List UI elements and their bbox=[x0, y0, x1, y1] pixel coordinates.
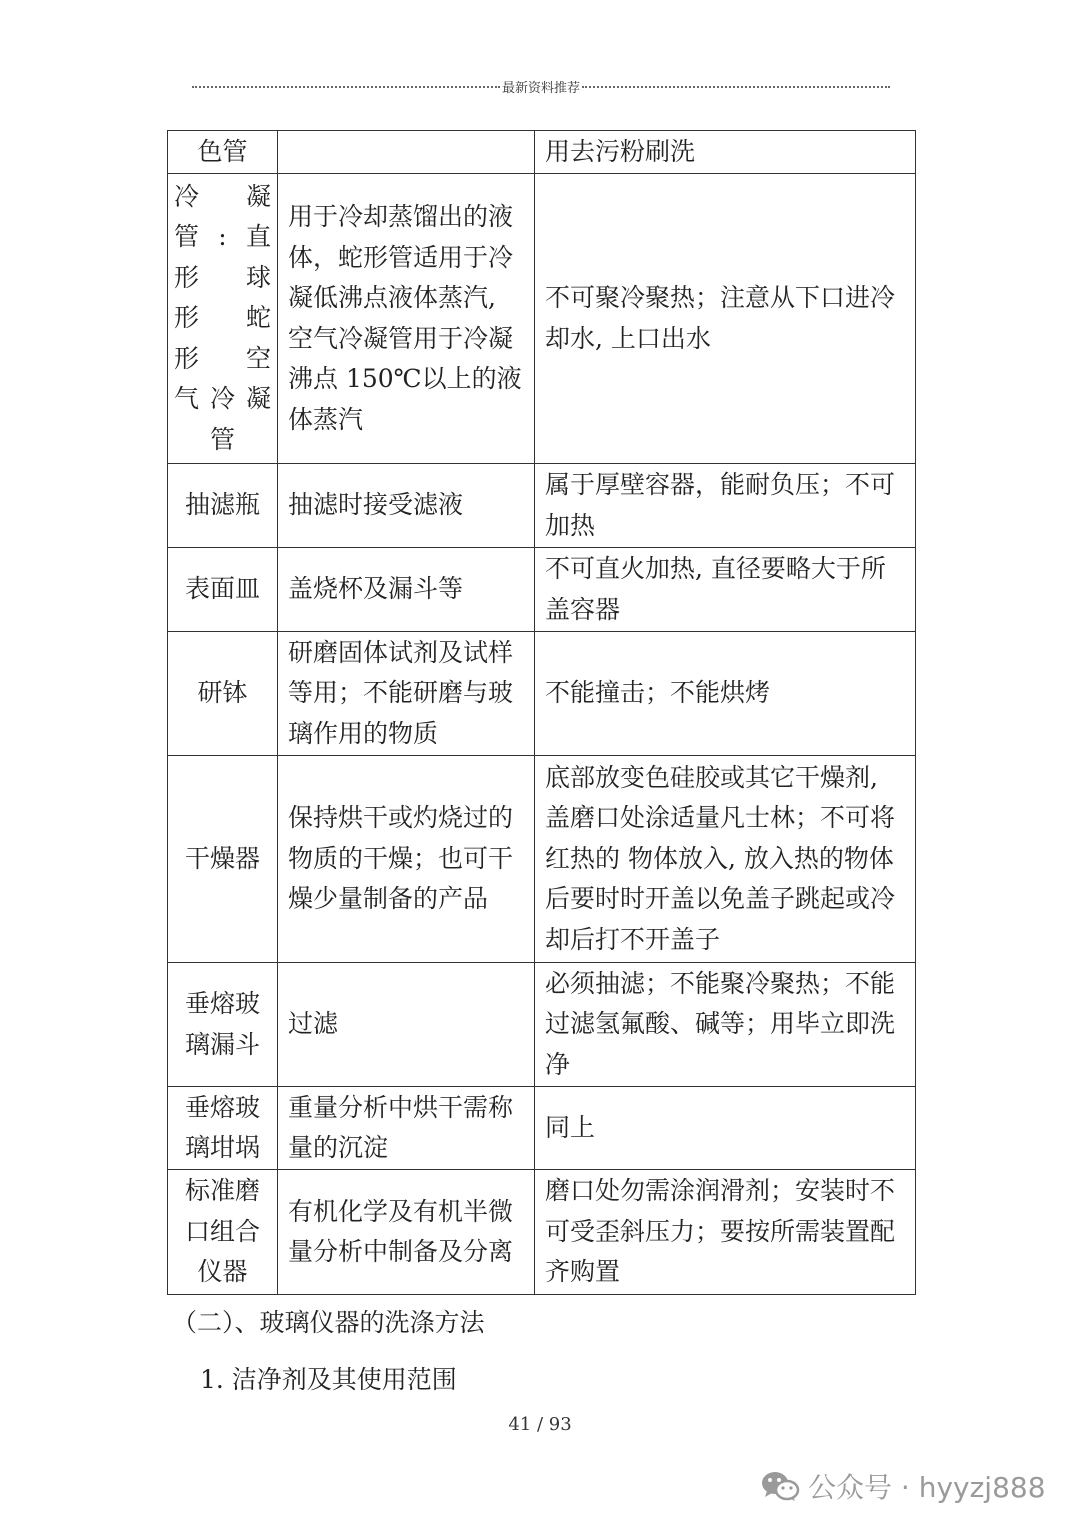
table-row bbox=[168, 464, 916, 548]
instrument-name: 色管 bbox=[168, 131, 278, 174]
page-header bbox=[192, 74, 890, 98]
page-number: 41 / 93 bbox=[508, 1414, 572, 1435]
table-row bbox=[168, 632, 916, 756]
instrument-note: 磨口处勿需涂润滑剂；安装时不可受歪斜压力；要按所需装置配齐购置 bbox=[535, 1170, 916, 1295]
name-line: 管 bbox=[209, 424, 235, 454]
instrument-note: 不能撞击；不能烘烤 bbox=[535, 632, 916, 756]
instrument-note: 不可直火加热, 直径要略大于所盖容器 bbox=[535, 548, 916, 632]
name-line: 管:直 bbox=[174, 222, 271, 252]
instrument-name: 垂熔玻璃漏斗 bbox=[168, 963, 278, 1087]
instrument-use: 有机化学及有机半微量分析中制备及分离 bbox=[278, 1170, 535, 1295]
name-line: 气冷凝 bbox=[174, 384, 271, 414]
name-line: 冷凝 bbox=[174, 181, 271, 211]
name-line: 形 球 bbox=[174, 262, 271, 292]
instrument-note: 底部放变色硅胶或其它干燥剂, 盖磨口处涂适量凡士林；不可将红热的 物体放入, 放入热的物体后要时时开盖以免盖子跳起或冷却后打不开盖子 bbox=[535, 756, 916, 963]
instrument-name: 垂熔玻璃坩埚 bbox=[168, 1087, 278, 1170]
header-dotted-line-left bbox=[192, 86, 500, 88]
instrument-use: 研磨固体试剂及试样等用；不能研磨与玻璃作用的物质 bbox=[278, 632, 535, 756]
instrument-note: 必须抽滤；不能聚冷聚热；不能过滤氢氟酸、碱等；用毕立即洗净 bbox=[535, 963, 916, 1087]
instrument-note: 不可聚冷聚热；注意从下口进冷却水, 上口出水 bbox=[535, 174, 916, 464]
instrument-name: 表面皿 bbox=[168, 548, 278, 632]
instrument-name bbox=[168, 174, 278, 464]
instrument-name: 研钵 bbox=[168, 632, 278, 756]
instrument-use bbox=[278, 131, 535, 174]
table-row bbox=[168, 963, 916, 1087]
name-line: 形 蛇 bbox=[174, 303, 271, 333]
instrument-use: 重量分析中烘干需称量的沉淀 bbox=[278, 1087, 535, 1170]
section-title: （二）、玻璃仪器的洗涤方法 bbox=[172, 1308, 485, 1337]
table-row bbox=[168, 1170, 916, 1295]
instrument-use: 抽滤时接受滤液 bbox=[278, 464, 535, 548]
table-row bbox=[168, 131, 916, 174]
table-row bbox=[168, 548, 916, 632]
wechat-icon bbox=[760, 1469, 800, 1503]
instrument-use: 盖烧杯及漏斗等 bbox=[278, 548, 535, 632]
table-row bbox=[168, 756, 916, 963]
name-line: 形 空 bbox=[174, 343, 271, 373]
instrument-use: 保持烘干或灼烧过的物质的干燥；也可干燥少量制备的产品 bbox=[278, 756, 535, 963]
instrument-use: 过滤 bbox=[278, 963, 535, 1087]
table-row bbox=[168, 1087, 916, 1170]
instrument-name: 干燥器 bbox=[168, 756, 278, 963]
instrument-use: 用于冷却蒸馏出的液体，蛇形管适用于冷凝低沸点液体蒸汽, 空气冷凝管用于冷凝沸点 150℃以上的液体蒸汽 bbox=[278, 174, 535, 464]
instrument-note: 同上 bbox=[535, 1087, 916, 1170]
header-text: 最新资料推荐 bbox=[502, 80, 581, 96]
table-row bbox=[168, 174, 916, 464]
instrument-note: 属于厚壁容器，能耐负压；不可加热 bbox=[535, 464, 916, 548]
subsection-title: 1. 洁净剂及其使用范围 bbox=[200, 1365, 457, 1394]
instrument-table bbox=[167, 130, 916, 1295]
watermark bbox=[760, 1466, 1046, 1506]
watermark-text: 公众号 · hyyzj888 bbox=[808, 1471, 1046, 1504]
instrument-name: 标准磨口组合仪器 bbox=[168, 1170, 278, 1295]
instrument-note: 用去污粉刷洗 bbox=[535, 131, 916, 174]
instrument-name: 抽滤瓶 bbox=[168, 464, 278, 548]
header-dotted-line-right bbox=[582, 86, 890, 88]
